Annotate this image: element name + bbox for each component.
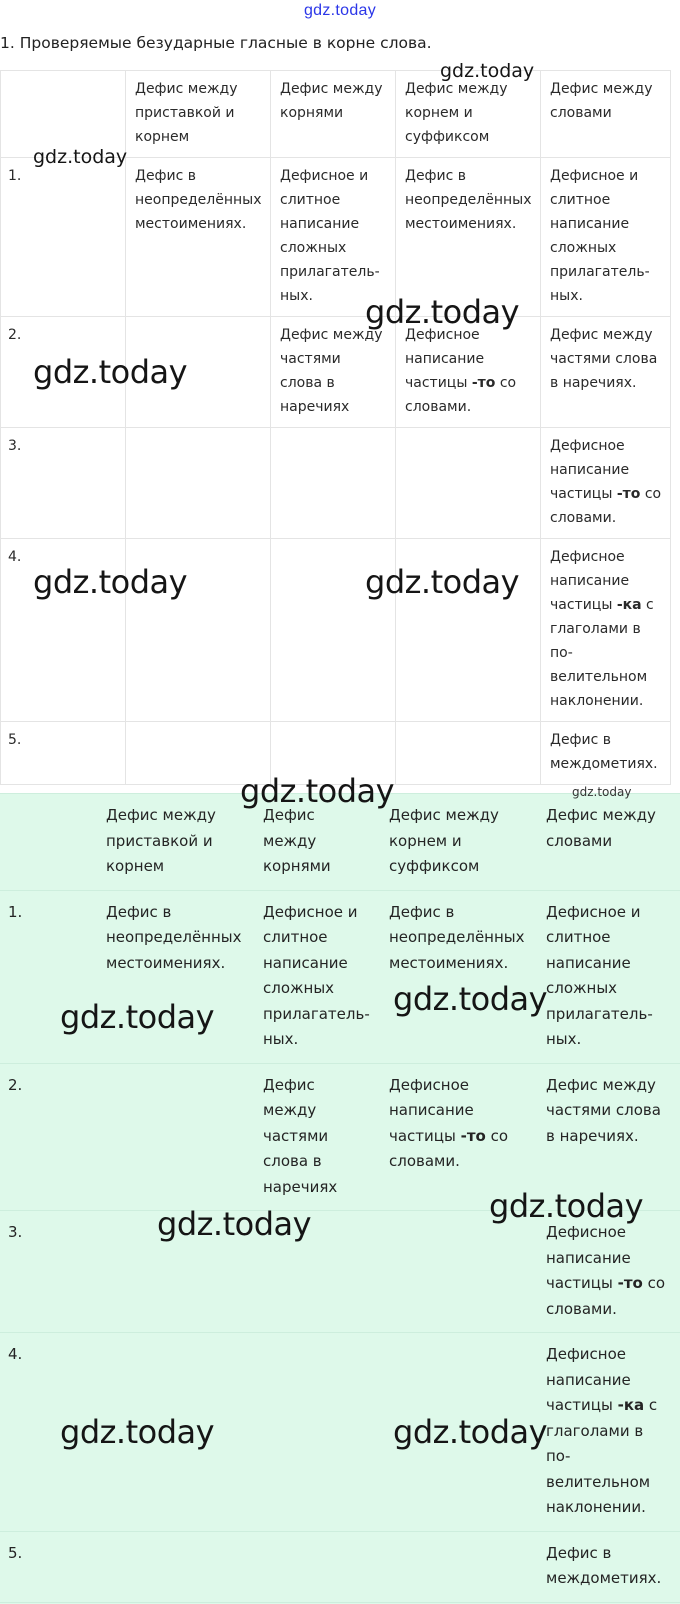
table-cell: Дефис в неопределённых местоимениях. (380, 890, 537, 1063)
header-cell-words: Дефис между словами (537, 794, 680, 891)
watermark: gdz.today (365, 563, 520, 601)
bottom-table-panel (0, 793, 680, 1604)
table-cell: Дефис в неопределённых местоимениях. (396, 158, 541, 317)
table-cell (380, 1211, 537, 1333)
table-cell (97, 1063, 254, 1211)
header-cell-root-suffix: Дефис между корнем и суффиксом (380, 794, 537, 891)
table-row (1, 722, 671, 785)
table-cell: Дефисное написание частицы -ка с глаголами в по-велительном наклонении. (537, 1333, 680, 1532)
watermark: gdz.today (393, 1413, 548, 1451)
table-cell (380, 1531, 537, 1602)
watermark: gdz.today (572, 785, 632, 799)
row-number: 1. (0, 890, 97, 1063)
table-cell: Дефисное и слитное написание сложных прилагатель-ных. (541, 158, 671, 317)
header-cell-roots: Дефис между корнями (254, 794, 380, 891)
table-cell (254, 1333, 380, 1532)
table-cell (126, 539, 271, 722)
table-cell (380, 1333, 537, 1532)
table-cell (97, 1211, 254, 1333)
header-cell-empty (1, 71, 126, 158)
particle-bold: -то (616, 486, 641, 502)
table-cell: Дефис в междометиях. (537, 1531, 680, 1602)
row-number: 3. (1, 428, 126, 539)
table-row (0, 1333, 680, 1532)
watermark: gdz.today (33, 146, 128, 168)
table-cell: Дефисное написание частицы -ка с глаголами в по-велительном наклонении. (541, 539, 671, 722)
header-cell-root-suffix: Дефис между корнем и суффиксом (396, 71, 541, 158)
particle-bold: -то (460, 1126, 486, 1145)
row-number: 4. (1, 539, 126, 722)
row-number: 3. (0, 1211, 97, 1333)
table-cell: Дефис в неопределённых местоимениях. (97, 890, 254, 1063)
watermark: gdz.today (365, 293, 520, 331)
task-intro: 1. Проверяемые безударные гласные в корне слова. (0, 34, 432, 52)
table-cell: Дефисное написание частицы -то со словами. (541, 428, 671, 539)
table-header-row (0, 794, 680, 891)
header-cell-empty (0, 794, 97, 891)
table-row (0, 1211, 680, 1333)
table-cell: Дефис между частями слова в наречиях (271, 317, 396, 428)
header-cell-prefix-root: Дефис между приставкой и корнем (97, 794, 254, 891)
table-cell: Дефис между частями слова в наречиях. (537, 1063, 680, 1211)
table-cell: Дефисное написание частицы -то со словами. (537, 1211, 680, 1333)
site-header-link[interactable]: gdz.today (303, 2, 377, 19)
row-number: 4. (0, 1333, 97, 1532)
table-cell: Дефисное написание частицы -то со словами. (396, 317, 541, 428)
table-cell (396, 539, 541, 722)
particle-bold: -то (617, 1274, 643, 1292)
watermark: gdz.today (33, 563, 188, 601)
table-row (0, 1531, 680, 1602)
table-cell (126, 317, 271, 428)
table-cell: Дефис между частями слова в наречиях (254, 1063, 380, 1211)
table-cell (97, 1531, 254, 1602)
table-cell (271, 539, 396, 722)
table-top (0, 70, 671, 785)
table-bottom (0, 793, 680, 1603)
table-cell (254, 1531, 380, 1602)
header-cell-prefix-root: Дефис между приставкой и корнем (126, 71, 271, 158)
row-number: 5. (1, 722, 126, 785)
table-cell: Дефисное и слитное написание сложных прилагатель-ных. (254, 890, 380, 1063)
watermark: gdz.today (60, 1413, 215, 1451)
table-cell: Дефис в междометиях. (541, 722, 671, 785)
row-number: 1. (1, 158, 126, 317)
particle-bold: -ка (616, 597, 642, 613)
table-cell (126, 722, 271, 785)
watermark: gdz.today (60, 998, 215, 1036)
table-row (1, 158, 671, 317)
row-number: 5. (0, 1531, 97, 1602)
particle-bold: -то (471, 375, 496, 391)
particle-bold: -ка (617, 1396, 645, 1414)
watermark: gdz.today (33, 353, 188, 391)
table-row (1, 539, 671, 722)
table-cell: Дефис между частями слова в наречиях. (541, 317, 671, 428)
table-row (1, 428, 671, 539)
table-cell (396, 428, 541, 539)
table-cell: Дефис в неопределённых местоимениях. (126, 158, 271, 317)
table-cell (271, 722, 396, 785)
row-number: 2. (0, 1063, 97, 1211)
watermark: gdz.today (240, 772, 395, 810)
table-row (1, 317, 671, 428)
table-cell: Дефисное написание частицы -то со словами. (380, 1063, 537, 1211)
table-row (0, 1063, 680, 1211)
table-row (0, 890, 680, 1063)
header-cell-words: Дефис между словами (541, 71, 671, 158)
table-cell: Дефисное и слитное написание сложных прилагатель-ных. (537, 890, 680, 1063)
table-cell (126, 428, 271, 539)
table-cell (396, 722, 541, 785)
table-header-row (1, 71, 671, 158)
header-cell-roots: Дефис между корнями (271, 71, 396, 158)
table-cell (97, 1333, 254, 1532)
watermark: gdz.today (157, 1205, 312, 1243)
table-cell: Дефисное и слитное написание сложных прилагатель-ных. (271, 158, 396, 317)
table-cell (254, 1211, 380, 1333)
watermark: gdz.today (440, 60, 535, 82)
watermark: gdz.today (489, 1187, 644, 1225)
watermark: gdz.today (393, 980, 548, 1018)
row-number: 2. (1, 317, 126, 428)
table-cell (271, 428, 396, 539)
